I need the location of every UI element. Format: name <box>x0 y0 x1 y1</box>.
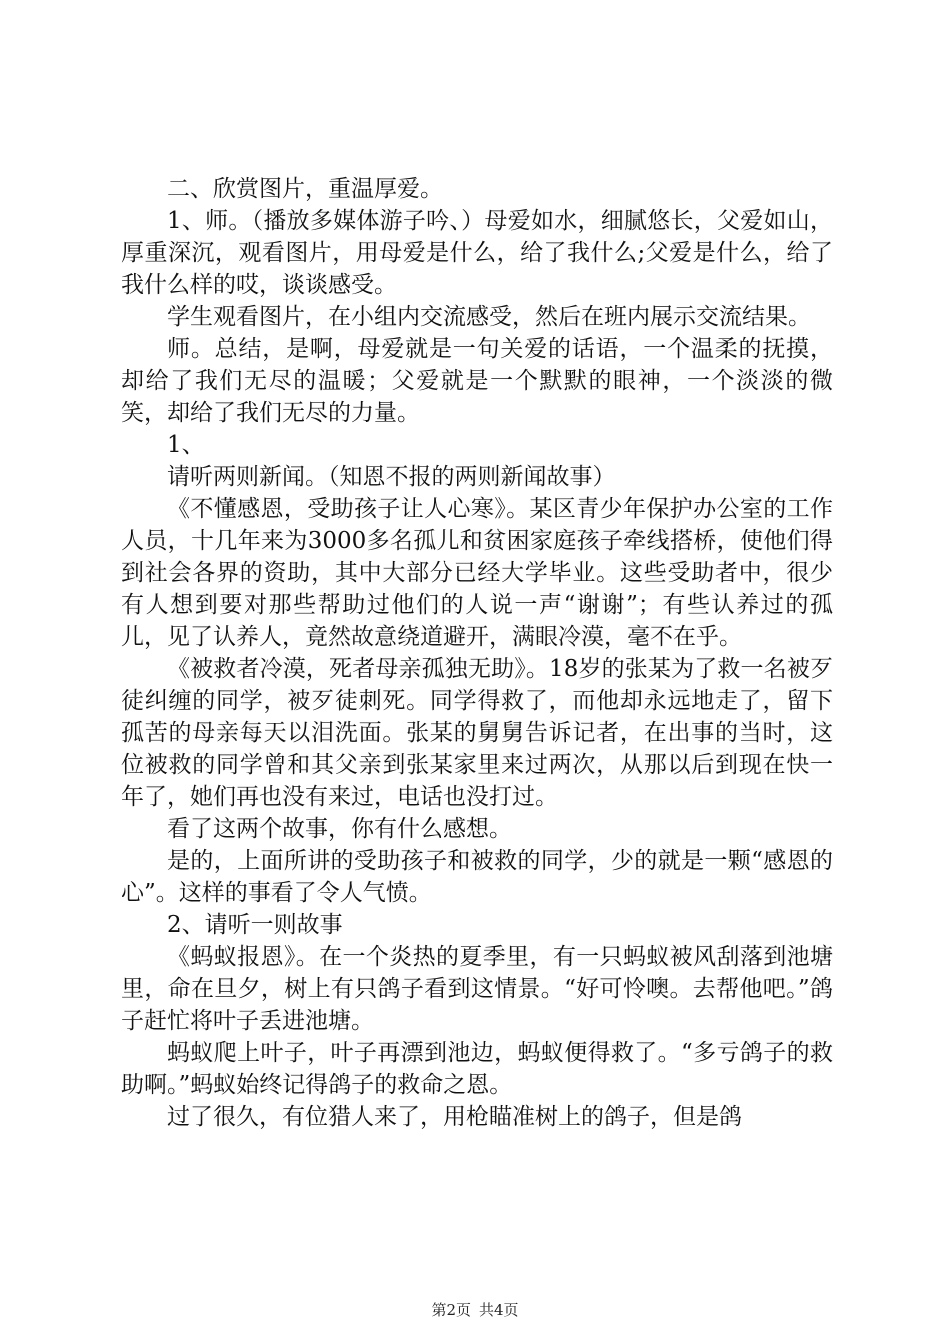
document-body <box>121 173 833 1133</box>
paragraph: 1、 <box>167 432 205 458</box>
paragraph: 学生观看图片，在小组内交流感受，然后在班内展示交流结果。 <box>167 304 811 330</box>
page-total: 共4页 <box>479 1301 519 1319</box>
paragraph: 师。总结，是啊，母爱就是一句关爱的话语，一个温柔的抚摸，却给了我们无尽的温暖；父爱就是一个默默的眼神，一个淡淡的微笑，却给了我们无尽的力量。 <box>121 336 833 426</box>
paragraph: 2、请听一则故事 <box>167 912 343 938</box>
paragraph: 《蚂蚁报恩》。在一个炎热的夏季里，有一只蚂蚁被风刮落到池塘里，命在旦夕，树上有只鸽子看到这情景。“好可怜噢。去帮他吧。”鸽子赶忙将叶子丢进池塘。 <box>121 944 833 1034</box>
paragraph: 1、师。（播放多媒体游子吟、）母爱如水，细腻悠长，父爱如山，厚重深沉，观看图片，用母爱是什么，给了我什么;父爱是什么，给了我什么样的哎，谈谈感受。 <box>121 208 833 298</box>
paragraph: 《被救者冷漠，死者母亲孤独无助》。18岁的张某为了救一名被歹徒纠缠的同学，被歹徒刺死。同学得救了，而他却永远地走了，留下孤苦的母亲每天以泪洗面。张某的舅舅告诉记者，在出事的当时，这位被救的同学曾和其父亲到张某家里来过两次，从那以后到现在快一年了，她们再也没有来过，电话也没打过。 <box>121 656 833 810</box>
paragraph: 二、欣赏图片，重温厚爱。 <box>167 176 443 202</box>
paragraph: 看了这两个故事，你有什么感想。 <box>167 816 512 842</box>
paragraph: 过了很久，有位猎人来了，用枪瞄准树上的鸽子，但是鸽 <box>167 1104 742 1130</box>
paragraph: 是的，上面所讲的受助孩子和被救的同学，少的就是一颗“感恩的心”。这样的事看了令人气愤。 <box>121 848 833 906</box>
paragraph: 请听两则新闻。（知恩不报的两则新闻故事） <box>167 464 616 490</box>
paragraph: 蚂蚁爬上叶子，叶子再漂到池边，蚂蚁便得救了。“多亏鸽子的救助啊。”蚂蚁始终记得鸽子的救命之恩。 <box>121 1040 833 1098</box>
page-footer <box>0 1300 950 1320</box>
paragraph: 《不懂感恩，受助孩子让人心寒》。某区青少年保护办公室的工作人员，十几年来为3000多名孤儿和贫困家庭孩子牵线搭桥，使他们得到社会各界的资助，其中大部分已经大学毕业。这些受助者中，很少有人想到要对那些帮助过他们的人说一声“谢谢”；有些认养过的孤儿，见了认养人，竟然故意绕道避开，满眼冷漠，毫不在乎。 <box>121 496 833 650</box>
page-number: 第2页 <box>431 1301 471 1319</box>
